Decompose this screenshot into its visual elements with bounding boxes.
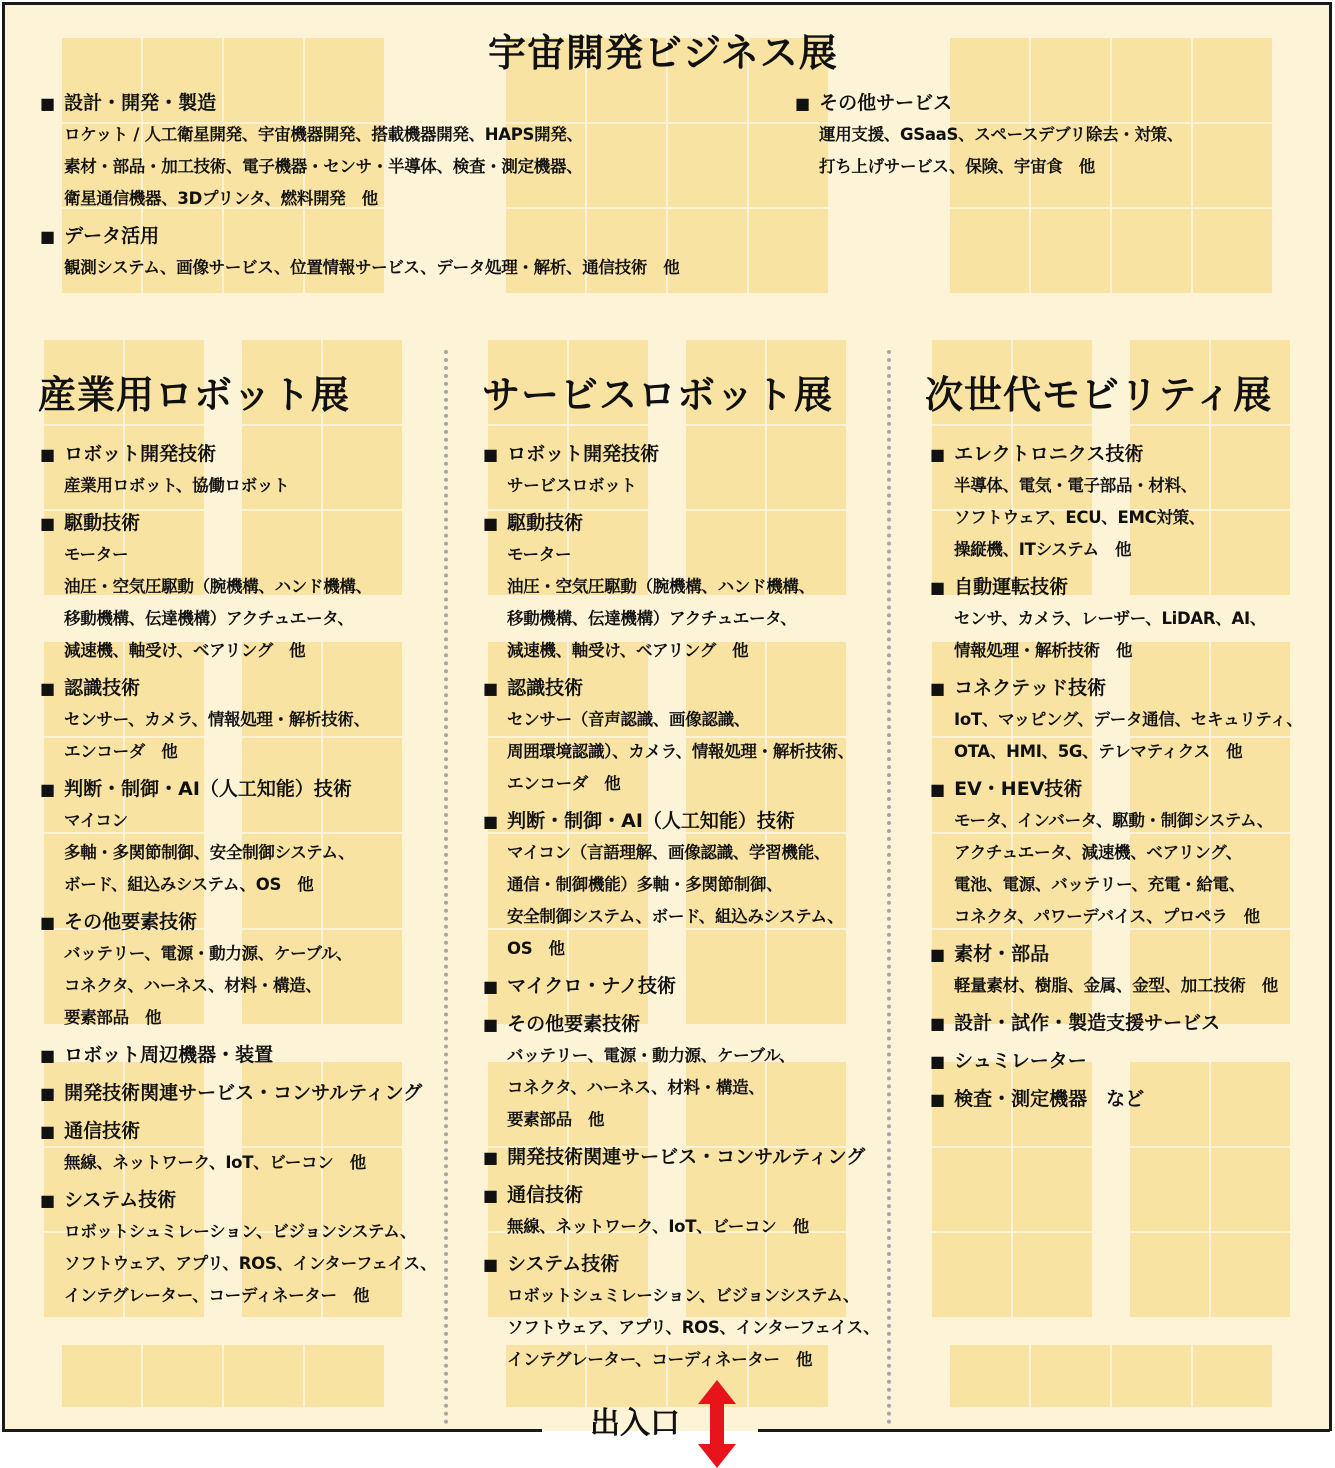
- category-detail-line: アクチュエータ、減速機、ベアリング、: [954, 843, 1242, 862]
- category-item: [40, 439, 436, 502]
- category-name: ■ 自動運転技術: [930, 572, 1303, 603]
- category-name: ■ 認識技術: [40, 673, 436, 704]
- category-detail-list: [507, 1211, 879, 1243]
- category-name: ■ 開発技術関連サービス・コンサルティング: [40, 1078, 436, 1109]
- category-name: ■ 通信技術: [40, 1116, 436, 1147]
- category-detail-list: [954, 603, 1303, 667]
- category-item: [483, 1249, 879, 1376]
- category-detail-line: バッテリー、電源・動力源、ケーブル、: [64, 944, 353, 963]
- category-detail-line: OTA、HMI、5G、テレマティクス 他: [954, 742, 1243, 761]
- category-detail-line: センサー、カメラ、情報処理・解析技術、: [64, 710, 370, 729]
- category-name: ■ データ活用: [40, 221, 679, 252]
- category-item: [40, 1040, 436, 1071]
- category-detail-line: 周囲環境認識）、カメラ、情報処理・解析技術、: [507, 742, 854, 761]
- category-detail-list: [64, 1147, 436, 1179]
- category-detail-line: コネクタ、ハーネス、材料・構造、: [507, 1078, 765, 1097]
- category-detail-list: [64, 938, 436, 1034]
- category-detail-list: [507, 539, 879, 667]
- category-name: ■ シュミレーター: [930, 1046, 1303, 1077]
- booth-block: [62, 1345, 384, 1407]
- category-name: ■ その他要素技術: [40, 907, 436, 938]
- category-detail-line: マイコン: [64, 811, 128, 830]
- category-item: [930, 939, 1303, 1002]
- category-detail-line: 要素部品 他: [64, 1008, 162, 1027]
- category-detail-line: 産業用ロボット、協働ロボット: [64, 476, 290, 495]
- category-item: [40, 1185, 436, 1312]
- category-name: ■ ロボット周辺機器・装置: [40, 1040, 436, 1071]
- category-detail-list: [507, 704, 879, 800]
- category-detail-list: [64, 470, 436, 502]
- category-name: ■ 検査・測定機器 など: [930, 1084, 1303, 1115]
- category-item: [930, 1046, 1303, 1077]
- category-detail-list: [64, 252, 679, 284]
- category-item: [930, 1084, 1303, 1115]
- hall-wall-bottom-right: [758, 1429, 1330, 1432]
- category-list-space-left: [40, 88, 679, 290]
- category-list-service: [483, 439, 879, 1382]
- category-name: ■ 開発技術関連サービス・コンサルティング: [483, 1142, 879, 1173]
- category-name: ■ その他要素技術: [483, 1009, 879, 1040]
- category-name: ■ コネクテッド技術: [930, 673, 1303, 704]
- category-detail-line: センサー（音声認識、画像認識、: [507, 710, 751, 729]
- category-detail-line: 無線、ネットワーク、IoT、ビーコン 他: [507, 1217, 809, 1236]
- category-name: ■ 駆動技術: [483, 508, 879, 539]
- category-detail-list: [954, 704, 1303, 768]
- category-detail-line: インテグレーター、コーディネーター 他: [507, 1350, 813, 1369]
- category-name: ■ 判断・制御・AI（人工知能）技術: [483, 806, 879, 837]
- zone-divider-right: [887, 350, 891, 1425]
- category-detail-line: インテグレーター、コーディネーター 他: [64, 1286, 370, 1305]
- category-item: [483, 508, 879, 667]
- category-detail-line: ソフトウェア、ECU、EMC対策、: [954, 508, 1205, 527]
- category-detail-line: ボード、組込みシステム、OS 他: [64, 875, 314, 894]
- category-detail-line: モーター: [64, 545, 129, 564]
- category-item: [40, 1116, 436, 1179]
- category-detail-line: 衛星通信機器、3Dプリンタ、燃料開発 他: [64, 189, 378, 208]
- category-item: [40, 1078, 436, 1109]
- hall-wall-bottom-left: [2, 1429, 542, 1432]
- category-detail-line: 油圧・空気圧駆動（腕機構、ハンド機構、: [507, 577, 815, 596]
- zone-title-space: 宇宙開発ビジネス展: [488, 31, 838, 75]
- category-detail-line: マイコン（言語理解、画像認識、学習機能、: [507, 843, 831, 862]
- category-item: [930, 673, 1303, 768]
- double-arrow-vertical-icon: [696, 1380, 738, 1468]
- category-detail-line: 油圧・空気圧駆動（腕機構、ハンド機構、: [64, 577, 372, 596]
- category-detail-line: 打ち上げサービス、保険、宇宙食 他: [819, 157, 1095, 176]
- category-detail-line: 減速機、軸受け、ベアリング 他: [507, 641, 749, 660]
- category-name: ■ 認識技術: [483, 673, 879, 704]
- category-detail-line: コネクタ、ハーネス、材料・構造、: [64, 976, 322, 995]
- category-detail-line: ロケット / 人工衛星開発、宇宙機器開発、搭載機器開発、HAPS開発、: [64, 125, 583, 144]
- category-detail-line: 運用支援、GSaaS、スペースデブリ除去・対策、: [819, 125, 1184, 144]
- category-detail-line: 移動機構、伝達機構）アクチュエータ、: [64, 609, 354, 628]
- category-detail-line: サービスロボット: [507, 476, 637, 495]
- category-name: ■ その他サービス: [795, 88, 1183, 119]
- category-detail-line: バッテリー、電源・動力源、ケーブル、: [507, 1046, 796, 1065]
- category-list-mobility: [930, 439, 1303, 1122]
- category-name: ■ マイクロ・ナノ技術: [483, 971, 879, 1002]
- category-detail-list: [507, 1040, 879, 1136]
- category-detail-list: [954, 970, 1303, 1002]
- category-name: ■ システム技術: [40, 1185, 436, 1216]
- zone-title-industrial: 産業用ロボット展: [38, 373, 351, 417]
- zone-title-service: サービスロボット展: [482, 373, 834, 417]
- category-detail-line: 情報処理・解析技術 他: [954, 641, 1133, 660]
- category-detail-list: [64, 704, 436, 768]
- category-detail-line: モーター: [507, 545, 572, 564]
- category-detail-line: 要素部品 他: [507, 1110, 605, 1129]
- category-item: [40, 774, 436, 901]
- zone-title-mobility: 次世代モビリティ展: [925, 373, 1273, 417]
- category-name: ■ ロボット開発技術: [40, 439, 436, 470]
- category-detail-line: 多軸・多関節制御、安全制御システム、: [64, 843, 355, 862]
- category-detail-line: OS 他: [507, 939, 565, 958]
- category-detail-line: 無線、ネットワーク、IoT、ビーコン 他: [64, 1153, 366, 1172]
- category-detail-line: 軽量素材、樹脂、金属、金型、加工技術 他: [954, 976, 1279, 995]
- category-item: [483, 806, 879, 965]
- category-item: [930, 1008, 1303, 1039]
- category-item: [483, 1009, 879, 1136]
- category-detail-list: [64, 119, 679, 215]
- category-item: [795, 88, 1183, 183]
- category-detail-list: [64, 805, 436, 901]
- category-detail-list: [64, 539, 436, 667]
- category-detail-line: 安全制御システム、ボード、組込みシステム、: [507, 907, 844, 926]
- category-detail-line: 移動機構、伝達機構）アクチュエータ、: [507, 609, 797, 628]
- category-name: ■ ロボット開発技術: [483, 439, 879, 470]
- category-detail-line: モータ、インバータ、駆動・制御システム、: [954, 811, 1274, 830]
- category-detail-line: コネクタ、パワーデバイス、プロペラ 他: [954, 907, 1260, 926]
- category-item: [930, 774, 1303, 933]
- category-detail-line: 通信・制御機能）多軸・多関節制御、: [507, 875, 783, 894]
- category-detail-line: 操縦機、ITシステム 他: [954, 540, 1132, 559]
- category-item: [40, 673, 436, 768]
- category-item: [930, 439, 1303, 566]
- category-list-industrial: [40, 439, 436, 1318]
- entrance-label: 出入口: [590, 1406, 680, 1441]
- category-detail-line: 半導体、電気・電子部品・材料、: [954, 476, 1198, 495]
- category-detail-line: エンコーダ 他: [507, 774, 621, 793]
- category-detail-list: [507, 470, 879, 502]
- category-detail-line: ロボットシュミレーション、ビジョンシステム、: [507, 1286, 860, 1305]
- category-detail-line: 減速機、軸受け、ベアリング 他: [64, 641, 306, 660]
- category-item: [930, 572, 1303, 667]
- category-detail-list: [954, 470, 1303, 566]
- booth-block: [950, 1345, 1272, 1407]
- category-item: [483, 971, 879, 1002]
- category-item: [40, 221, 679, 284]
- category-name: ■ エレクトロニクス技術: [930, 439, 1303, 470]
- category-detail-list: [507, 837, 879, 965]
- category-name: ■ 通信技術: [483, 1180, 879, 1211]
- category-item: [40, 508, 436, 667]
- category-detail-line: ソフトウェア、アプリ、ROS、インターフェイス、: [64, 1254, 437, 1273]
- category-detail-line: ソフトウェア、アプリ、ROS、インターフェイス、: [507, 1318, 880, 1337]
- category-item: [40, 88, 679, 215]
- category-item: [483, 439, 879, 502]
- category-detail-line: ロボットシュミレーション、ビジョンシステム、: [64, 1222, 417, 1241]
- category-item: [40, 907, 436, 1034]
- category-item: [483, 1142, 879, 1173]
- category-detail-list: [507, 1280, 879, 1376]
- category-detail-line: IoT、マッピング、データ通信、セキュリティ、: [954, 710, 1303, 729]
- category-list-space-right: [795, 88, 1183, 189]
- zone-divider-left: [444, 350, 448, 1425]
- category-detail-line: エンコーダ 他: [64, 742, 178, 761]
- category-detail-line: 素材・部品・加工技術、電子機器・センサ・半導体、検査・測定機器、: [64, 157, 583, 176]
- category-name: ■ システム技術: [483, 1249, 879, 1280]
- category-name: ■ 判断・制御・AI（人工知能）技術: [40, 774, 436, 805]
- category-name: ■ 駆動技術: [40, 508, 436, 539]
- category-item: [483, 1180, 879, 1243]
- category-detail-list: [64, 1216, 436, 1312]
- category-item: [483, 673, 879, 800]
- category-detail-line: センサ、カメラ、レーザー、LiDAR、AI、: [954, 609, 1267, 628]
- category-detail-list: [819, 119, 1183, 183]
- category-name: ■ EV・HEV技術: [930, 774, 1303, 805]
- category-detail-list: [954, 805, 1303, 933]
- category-detail-line: 観測システム、画像サービス、位置情報サービス、データ処理・解析、通信技術 他: [64, 258, 680, 277]
- category-detail-line: 電池、電源、バッテリー、充電・給電、: [954, 875, 1245, 894]
- category-name: ■ 設計・試作・製造支援サービス: [930, 1008, 1303, 1039]
- category-name: ■ 素材・部品: [930, 939, 1303, 970]
- category-name: ■ 設計・開発・製造: [40, 88, 679, 119]
